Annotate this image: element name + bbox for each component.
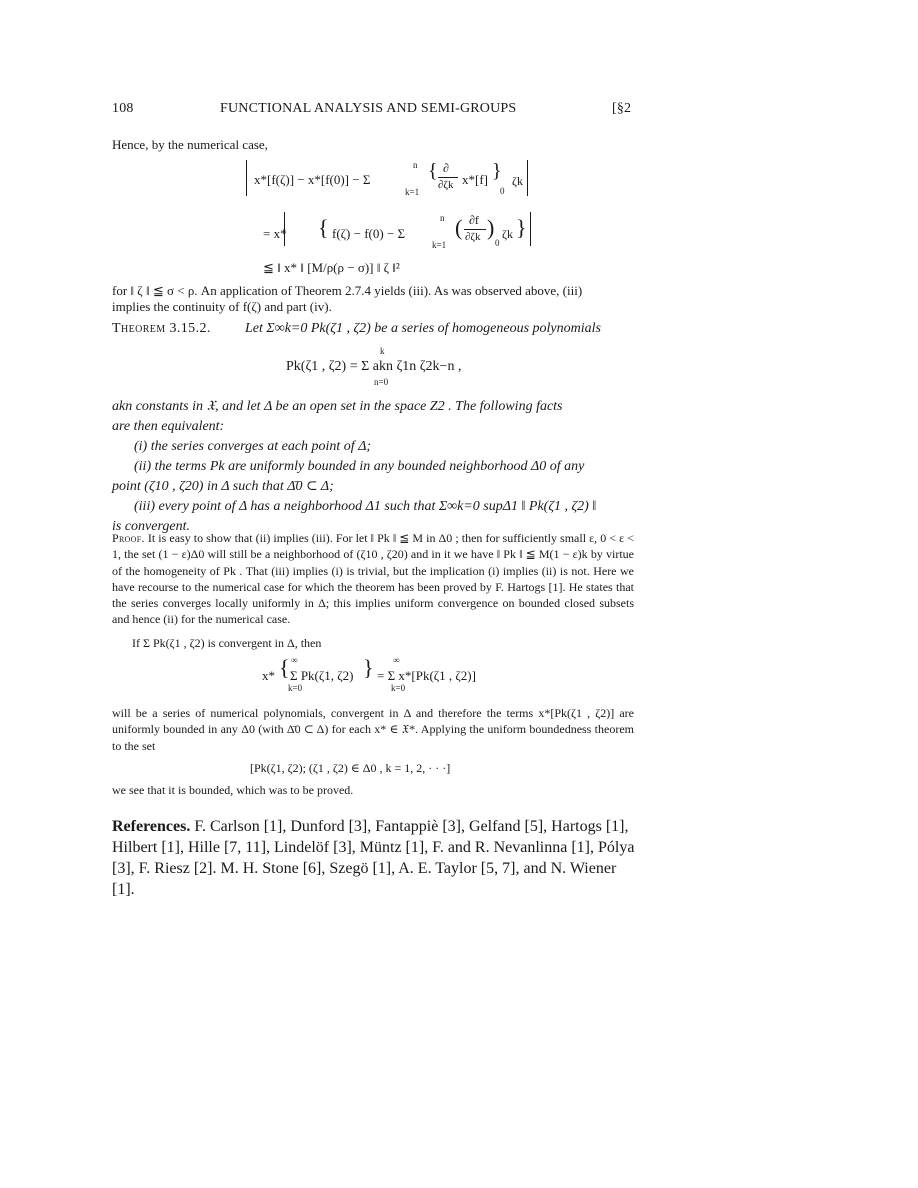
- proof-conclusion: we see that it is bounded, which was to be proved.: [112, 783, 354, 797]
- eq1-sum-top: n: [413, 160, 418, 170]
- eq2-end: ζk: [502, 227, 513, 241]
- after-eq-line2: implies the continuity of f(ζ) and part (iv).: [112, 299, 332, 314]
- references-paragraph: [112, 816, 636, 900]
- eq2-paren-open: (: [455, 215, 463, 240]
- running-title: FUNCTIONAL ANALYSIS AND SEMI-GROUPS: [220, 101, 517, 116]
- eq4-sum-bottom: k=0: [288, 683, 303, 693]
- eq1-frac-den: ∂ζk: [438, 179, 454, 191]
- eq4-left: x*: [262, 668, 275, 683]
- proof-if-line: If Σ Pk(ζ1 , ζ2) is convergent in Δ, then: [132, 636, 322, 650]
- eq1-brace-close: }: [492, 160, 502, 182]
- eq1-frac-num: ∂: [443, 161, 449, 175]
- eq2-sum-top: n: [440, 213, 445, 223]
- abs-bar2-right: [530, 212, 531, 246]
- eq2-frac-num: ∂f: [469, 213, 479, 227]
- eq2-frac-den: ∂ζk: [465, 231, 481, 243]
- proof-set-eq: [Pk(ζ1, ζ2); (ζ1 , ζ2) ∈ Δ0 , k = 1, 2, · · ·]: [250, 761, 451, 775]
- eq1-end: ζk: [512, 174, 523, 188]
- intro-line: Hence, by the numerical case,: [112, 137, 268, 152]
- references-label: References.: [112, 818, 191, 835]
- abs-bar-right: [527, 160, 528, 196]
- proof-label: Proof.: [112, 531, 145, 545]
- theorem-sum-bottom: n=0: [374, 377, 389, 387]
- theorem-statement: Let Σ∞k=0 Pk(ζ1 , ζ2) be a series of homogeneous polynomials: [245, 321, 601, 336]
- theorem-body-line1: akn constants in 𝔛, and let Δ be an open set in the space Z2 . The following facts: [112, 399, 563, 414]
- eq2-paren-close: ): [487, 215, 495, 240]
- theorem-body: [112, 397, 634, 537]
- eq2-sub: 0: [495, 238, 500, 248]
- eq1-sub: 0: [500, 186, 505, 196]
- eq4-brace-close: }: [363, 655, 374, 680]
- eq1-term: x*[f]: [462, 172, 488, 187]
- eq1-frac-rule: [438, 177, 458, 178]
- page-number: 108: [112, 101, 134, 116]
- eq2-left: = x*: [263, 226, 287, 241]
- eq4-sum-top: ∞: [291, 655, 298, 665]
- eq4-rsum-top: ∞: [393, 655, 400, 665]
- proof-text: It is easy to show that (ii) implies (iii). For let ‖ Pk ‖ ≦ M in Δ0 ; then for sufficiently small ε, 0 < ε < 1, the set (1 − ε)Δ0 will still be a neighborhood of (ζ10 , ζ20) and in it we have ‖ Pk ‖ ≦ M(1 − ε)k by virtue of the homogeneity of Pk . That (iii) implies (i) is trivial, but the implication (i) implies (ii) is not. Here we have recourse to the numerical case for which the theorem has been proved by F. Hartogs [1]. He states that the series converges locally uniformly in Δ; this implies uniform convergence on bounded closed subsets and hence (ii) for the numerical case.: [112, 531, 634, 627]
- eq4-inner: Σ Pk(ζ1, ζ2): [290, 668, 354, 683]
- theorem-sum-top: k: [380, 346, 385, 356]
- eq1-sum-bottom: k=1: [405, 187, 420, 197]
- eq4-right: = Σ x*[Pk(ζ1 , ζ2)]: [377, 668, 476, 683]
- eq2-mid: f(ζ) − f(0) − Σ: [332, 226, 406, 241]
- theorem-item-1: (i) the series converges at each point of Δ;: [134, 439, 372, 454]
- eq2-sum-bottom: k=1: [432, 240, 447, 250]
- eq2-frac-rule: [464, 229, 486, 230]
- proof-paragraph-2: will be a series of numerical polynomials, convergent in Δ and therefore the terms x*[Pk(ζ1 , ζ2)] are uniformly bounded in any Δ0 (with Δ̄0 ⊂ Δ) for each x* ∈ 𝔛*. Applying the uniform boundedness theorem to the set: [112, 706, 634, 753]
- after-eq-line1: for ‖ ζ ‖ ≦ σ < ρ. An application of Theorem 2.7.4 yields (iii). As was observed above, (iii): [112, 283, 583, 298]
- theorem-label: Theorem 3.15.2.: [112, 321, 211, 336]
- theorem-body-line2: are then equivalent:: [112, 419, 225, 434]
- references-text: F. Carlson [1], Dunford [3], Fantappiè [3], Gelfand [5], Hartogs [1], Hilbert [1], Hille [7, 11], Lindelöf [3], Müntz [1], F. and R. Nevanlinna [1], Pólya [3], F. Riesz [2]. M. H. Stone [6], Szegö [1], A. E. Taylor [5, 7], and N. Wiener [1].: [112, 818, 635, 898]
- eq1-left: x*[f(ζ)] − x*[f(0)] − Σ: [254, 172, 371, 187]
- proof-paragraph: [112, 530, 634, 628]
- eq2-brace-close: }: [516, 215, 527, 240]
- eq1-brace-open: {: [428, 160, 438, 182]
- theorem-item-3b: is convergent.: [112, 519, 191, 534]
- eq3: ≦ ‖ x* ‖ [M/ρ(ρ − σ)] ‖ ζ ‖²: [263, 260, 400, 275]
- theorem-item-3a: (iii) every point of Δ has a neighborhood Δ1 such that Σ∞k=0 supΔ1 ‖ Pk(ζ1 , ζ2) ‖: [134, 499, 597, 514]
- theorem-display: Pk(ζ1 , ζ2) = Σ akn ζ1n ζ2k−n ,: [286, 359, 462, 374]
- eq2-brace-open: {: [318, 215, 329, 240]
- theorem-item-2b: point (ζ10 , ζ20) in Δ such that Δ̄0 ⊂ Δ;: [112, 479, 334, 494]
- section-mark: [§2: [612, 101, 632, 116]
- abs-bar2-left: [284, 212, 285, 246]
- abs-bar-left: [246, 160, 247, 196]
- theorem-item-2a: (ii) the terms Pk are uniformly bounded in any bounded neighborhood Δ0 of any: [134, 459, 585, 474]
- eq4-rsum-bottom: k=0: [391, 683, 406, 693]
- eq4-brace-open: {: [279, 655, 290, 680]
